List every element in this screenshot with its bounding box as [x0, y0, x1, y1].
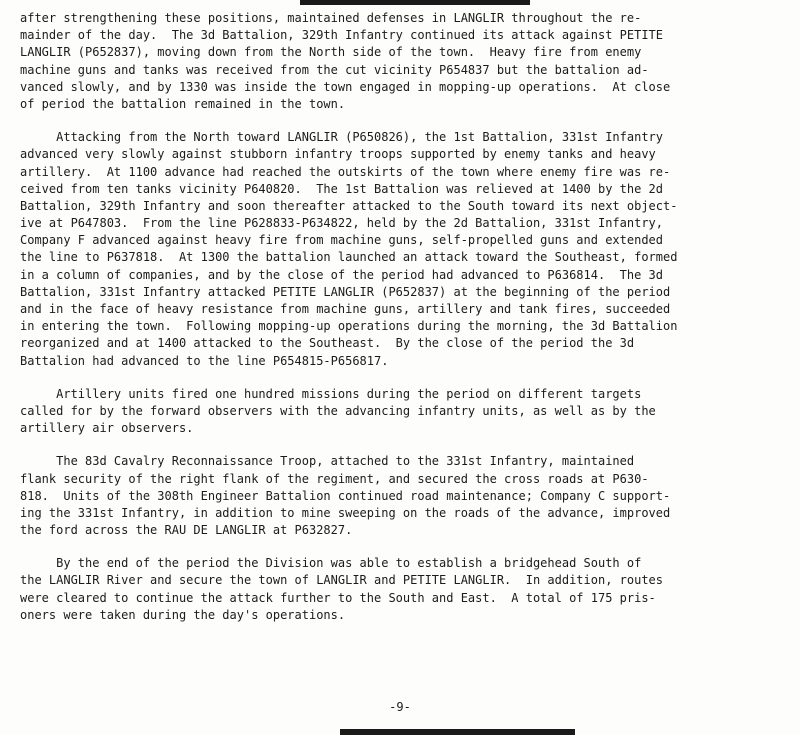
page-number: -9-	[389, 700, 411, 714]
paragraph-gap	[20, 370, 790, 386]
paragraph-gap	[20, 539, 790, 555]
text-line: By the end of the period the Division was able to establish a bridgehead South of	[20, 556, 642, 571]
text-line: the ford across the RAU DE LANGLIR at P632827.	[20, 523, 353, 538]
text-line: oners were taken during the day's operations.	[20, 607, 346, 622]
text-line: Battalion had advanced to the line P654815-P656817.	[20, 353, 389, 368]
document-body	[20, 10, 790, 624]
text-line: ing the 331st Infantry, in addition to mine sweeping on the roads of the advance, improved	[20, 505, 671, 520]
text-line: the line to P637818. At 1300 the battalion launched an attack toward the Southeast, formed	[20, 250, 678, 265]
text-line: after strengthening these positions, maintained defenses in LANGLIR throughout the re-	[20, 11, 642, 25]
text-line: advanced very slowly against stubborn infantry troops supported by enemy tanks and heavy	[20, 147, 656, 162]
text-line: machine guns and tanks was received from the cut vicinity P654837 but the battalion ad-	[20, 62, 649, 77]
text-line: Artillery units fired one hundred missions during the period on different targets	[20, 386, 642, 401]
text-line: in a column of companies, and by the close of the period had advanced to P636814. The 3d	[20, 267, 663, 282]
text-line: in entering the town. Following mopping-up operations during the morning, the 3d Battalion	[20, 319, 678, 334]
text-line: reorganized and at 1400 attacked to the Southeast. By the close of the period the 3d	[20, 336, 635, 351]
text-line: Company F advanced against heavy fire from machine guns, self-propelled guns and extended	[20, 233, 663, 248]
paragraph-2	[20, 129, 790, 370]
paragraph-3	[20, 386, 790, 438]
text-line: Battalion, 331st Infantry attacked PETITE LANGLIR (P652837) at the beginning of the period	[20, 284, 671, 299]
text-line: artillery air observers.	[20, 421, 194, 436]
text-line: vanced slowly, and by 1330 was inside the town engaged in mopping-up operations. At close	[20, 79, 671, 94]
scan-edge-bottom	[340, 729, 575, 735]
text-line: LANGLIR (P652837), moving down from the North side of the town. Heavy fire from enemy	[20, 45, 642, 60]
text-line: the LANGLIR River and secure the town of LANGLIR and PETITE LANGLIR. In addition, routes	[20, 573, 663, 588]
paragraph-1	[20, 10, 790, 113]
paragraph-gap	[20, 113, 790, 129]
text-line: mainder of the day. The 3d Battalion, 329th Infantry continued its attack against PETITE	[20, 28, 663, 43]
text-line: artillery. At 1100 advance had reached the outskirts of the town where enemy fire was re-	[20, 164, 671, 179]
scan-edge-top	[300, 0, 530, 5]
text-line: ceived from ten tanks vicinity P640820. The 1st Battalion was relieved at 1400 by the 2d	[20, 181, 663, 196]
text-line: The 83d Cavalry Reconnaissance Troop, attached to the 331st Infantry, maintained	[20, 454, 635, 469]
text-line: and in the face of heavy resistance from machine guns, artillery and tank fires, succeeded	[20, 302, 671, 316]
text-line: of period the battalion remained in the town.	[20, 96, 346, 111]
text-line: ive at P647803. From the line P628833-P634822, held by the 2d Battalion, 331st Infantry,	[20, 216, 663, 231]
paragraph-gap	[20, 437, 790, 453]
text-line: Attacking from the North toward LANGLIR (P650826), the 1st Battalion, 331st Infantry	[20, 130, 663, 145]
text-line: called for by the forward observers with the advancing infantry units, as well as by the	[20, 403, 656, 418]
paragraph-4	[20, 453, 790, 539]
paragraph-5	[20, 555, 790, 624]
text-line: were cleared to continue the attack further to the South and East. A total of 175 pris-	[20, 590, 656, 605]
text-line: 818. Units of the 308th Engineer Battalion continued road maintenance; Company C support-	[20, 488, 671, 503]
text-line: Battalion, 329th Infantry and soon thereafter attacked to the South toward its next object-	[20, 198, 678, 213]
text-line: flank security of the right flank of the regiment, and secured the cross roads at P630-	[20, 471, 649, 486]
